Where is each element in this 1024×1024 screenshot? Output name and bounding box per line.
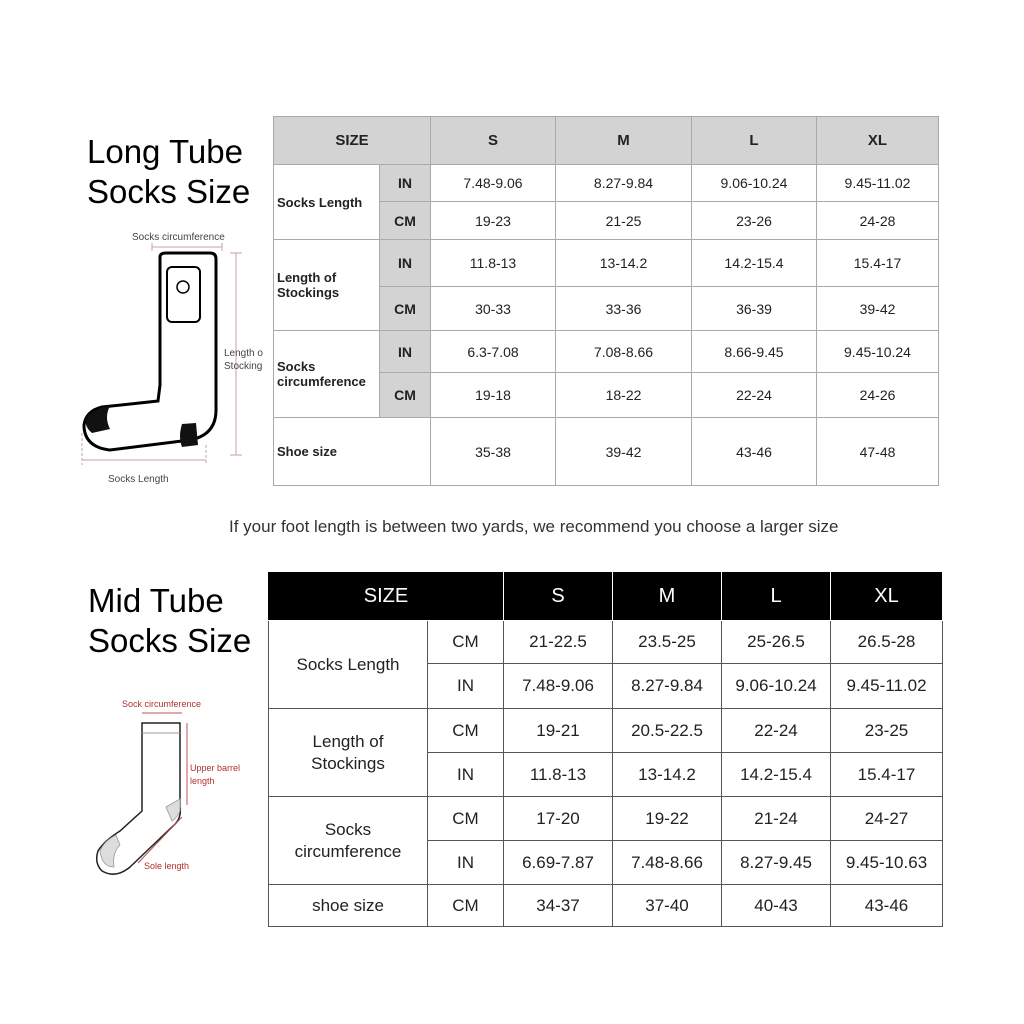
value-cell: 22-24 — [722, 709, 831, 753]
value-cell: 19-22 — [613, 797, 722, 841]
table-row — [274, 240, 939, 287]
table-row — [269, 797, 943, 841]
long-diagram-bottom-label: Socks Length — [108, 474, 169, 485]
value-cell: 7.48-9.06 — [504, 664, 613, 709]
row-label-length-of-stockings: Length of Stockings — [269, 709, 428, 797]
size-m-header: M — [613, 572, 722, 621]
value-cell: 15.4-17 — [817, 240, 939, 287]
value-cell: 8.27-9.84 — [556, 165, 692, 202]
value-cell: 43-46 — [831, 885, 943, 927]
size-m-header: M — [556, 117, 692, 165]
value-cell: 36-39 — [692, 287, 817, 331]
value-cell: 17-20 — [504, 797, 613, 841]
row-label-socks-circumference: Socks circumference — [269, 797, 428, 885]
value-cell: 9.06-10.24 — [722, 664, 831, 709]
value-cell: 21-24 — [722, 797, 831, 841]
size-xl-header: XL — [831, 572, 943, 621]
value-cell: 14.2-15.4 — [692, 240, 817, 287]
row-label-socks-circumference: Socks circumference — [274, 331, 380, 418]
size-l-header: L — [722, 572, 831, 621]
unit-cell: CM — [428, 621, 504, 664]
size-s-header: S — [431, 117, 556, 165]
unit-cell: IN — [428, 664, 504, 709]
row-label-socks-length: Socks Length — [274, 165, 380, 240]
value-cell: 19-23 — [431, 202, 556, 240]
value-cell: 14.2-15.4 — [722, 753, 831, 797]
table-row — [274, 165, 939, 202]
long-tube-title: Long Tube Socks Size — [87, 133, 251, 210]
mid-diagram-side-label-1: Upper barrel — [190, 763, 241, 773]
unit-cell: IN — [380, 331, 431, 373]
value-cell: 7.48-8.66 — [613, 841, 722, 885]
value-cell: 22-24 — [692, 373, 817, 418]
table-row — [269, 709, 943, 753]
value-cell: 15.4-17 — [831, 753, 943, 797]
size-header: SIZE — [274, 117, 431, 165]
value-cell: 24-27 — [831, 797, 943, 841]
value-cell: 19-21 — [504, 709, 613, 753]
long-diagram-top-label: Socks circumference — [132, 232, 225, 243]
size-xl-header: XL — [817, 117, 939, 165]
value-cell: 23.5-25 — [613, 621, 722, 664]
value-cell: 11.8-13 — [504, 753, 613, 797]
size-recommendation-note: If your foot length is between two yards, we recommend you choose a larger size — [229, 517, 839, 536]
unit-cell: IN — [380, 165, 431, 202]
value-cell: 26.5-28 — [831, 621, 943, 664]
long-diagram-side-label-2: Stocking — [224, 361, 263, 372]
value-cell: 8.27-9.84 — [613, 664, 722, 709]
value-cell: 35-38 — [431, 418, 556, 486]
mid-tube-sock-diagram — [90, 695, 260, 885]
table-row — [269, 885, 943, 927]
value-cell: 21-22.5 — [504, 621, 613, 664]
unit-cell: CM — [380, 287, 431, 331]
long-tube-size-table — [273, 116, 939, 486]
table-row — [274, 331, 939, 373]
size-l-header: L — [692, 117, 817, 165]
value-cell: 8.66-9.45 — [692, 331, 817, 373]
value-cell: 34-37 — [504, 885, 613, 927]
mid-tube-size-table — [268, 571, 943, 927]
value-cell: 24-28 — [817, 202, 939, 240]
value-cell: 7.08-8.66 — [556, 331, 692, 373]
unit-cell: CM — [428, 797, 504, 841]
mid-diagram-top-label: Sock circumference — [122, 699, 202, 709]
value-cell: 47-48 — [817, 418, 939, 486]
row-label-length-of-stockings: Length of Stockings — [274, 240, 380, 331]
unit-cell: CM — [380, 202, 431, 240]
value-cell: 13-14.2 — [556, 240, 692, 287]
value-cell: 18-22 — [556, 373, 692, 418]
value-cell: 9.06-10.24 — [692, 165, 817, 202]
unit-cell: IN — [428, 753, 504, 797]
long-tube-sock-diagram — [70, 225, 270, 490]
table-row — [274, 418, 939, 486]
value-cell: 30-33 — [431, 287, 556, 331]
row-label-socks-length: Socks Length — [269, 621, 428, 709]
value-cell: 19-18 — [431, 373, 556, 418]
unit-cell: IN — [428, 841, 504, 885]
value-cell: 9.45-10.63 — [831, 841, 943, 885]
value-cell: 20.5-22.5 — [613, 709, 722, 753]
value-cell: 6.69-7.87 — [504, 841, 613, 885]
row-label-shoe-size: Shoe size — [274, 418, 431, 486]
table-header-row — [274, 117, 939, 165]
value-cell: 9.45-11.02 — [831, 664, 943, 709]
value-cell: 33-36 — [556, 287, 692, 331]
mid-diagram-side-label-2: length — [190, 776, 215, 786]
unit-cell: CM — [428, 709, 504, 753]
value-cell: 21-25 — [556, 202, 692, 240]
value-cell: 43-46 — [692, 418, 817, 486]
value-cell: 25-26.5 — [722, 621, 831, 664]
mid-tube-title: Mid Tube Socks Size — [88, 582, 252, 659]
value-cell: 9.45-10.24 — [817, 331, 939, 373]
value-cell: 39-42 — [817, 287, 939, 331]
value-cell: 23-26 — [692, 202, 817, 240]
row-label-shoe-size: shoe size — [269, 885, 428, 927]
value-cell: 13-14.2 — [613, 753, 722, 797]
size-header: SIZE — [269, 572, 504, 621]
value-cell: 7.48-9.06 — [431, 165, 556, 202]
value-cell: 11.8-13 — [431, 240, 556, 287]
size-s-header: S — [504, 572, 613, 621]
value-cell: 40-43 — [722, 885, 831, 927]
unit-cell: CM — [428, 885, 504, 927]
value-cell: 37-40 — [613, 885, 722, 927]
table-row — [269, 621, 943, 664]
value-cell: 23-25 — [831, 709, 943, 753]
mid-diagram-bottom-label: Sole length — [144, 861, 190, 871]
unit-cell: CM — [380, 373, 431, 418]
value-cell: 39-42 — [556, 418, 692, 486]
value-cell: 9.45-11.02 — [817, 165, 939, 202]
unit-cell: IN — [380, 240, 431, 287]
value-cell: 24-26 — [817, 373, 939, 418]
long-diagram-side-label-1: Length o — [224, 348, 263, 359]
value-cell: 6.3-7.08 — [431, 331, 556, 373]
table-header-row — [269, 572, 943, 621]
value-cell: 8.27-9.45 — [722, 841, 831, 885]
